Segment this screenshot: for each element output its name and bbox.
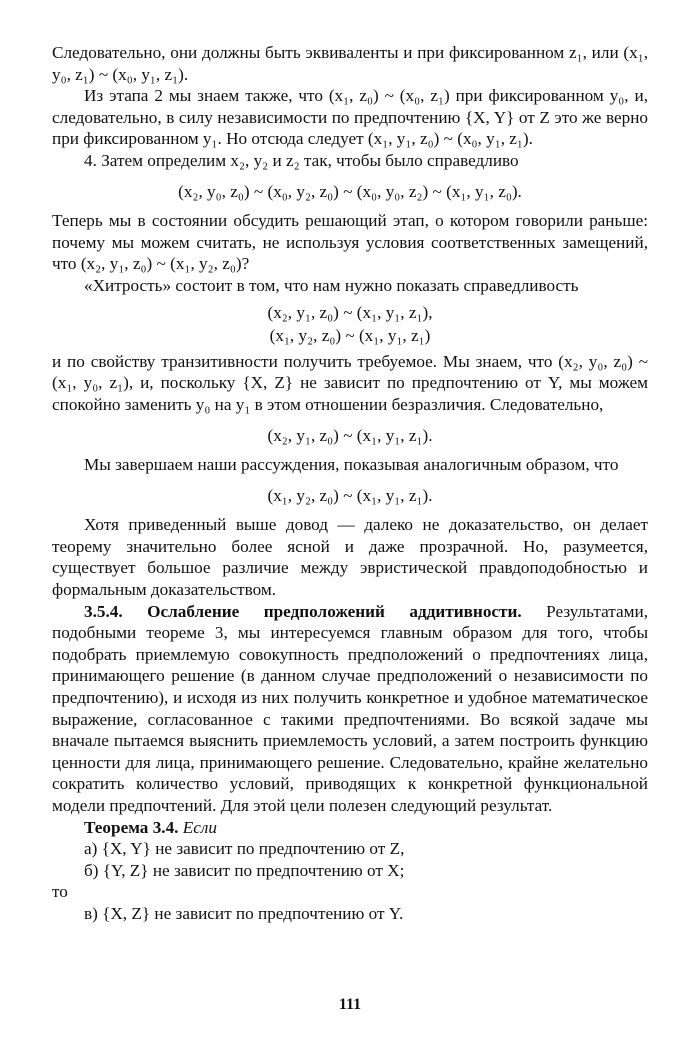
page-number: 111	[338, 996, 362, 1013]
paragraph-step-four: 4. Затем определим x₂, y₂ и z₂ так, чтобы было справедливо	[84, 150, 519, 170]
section-heading: 3.5.4. Ослабление предположений аддитивности.	[84, 601, 522, 621]
page-text	[52, 42, 648, 925]
formula-relation-a: (x₂, y₁, z₀) ~ (x₁, y₁, z₁),	[267, 302, 433, 322]
theorem-if: Если	[182, 817, 217, 837]
section-body: Результатами, подобными теореме 3, мы интересуемся главным образом для того, чтобы подобрать приемлемую совокупность предположений о предпочтениях лица, принимающего решение (в данном случае предположений о независимости по предпочтению), и исходя из них получить конкретное и удобное математическое выражение, согласованное с такими предпочтениями. Во всякой задаче мы вначале пытаемся выяснить приемлемость условий, а затем построить функцию ценности для лица, принимающего решение. Следовательно, крайне желательно сократить количество условий, приводящих к конкретной функциональной модели предпочтений. Для этой цели полезен следующий результат.	[52, 601, 648, 815]
paragraph-equivalence: Следовательно, они должны быть эквиваленты и при фиксированном z₁, или (x₁, y₀, z₁) ~ (x₀, y₁, z₁).	[52, 43, 648, 84]
formula-result: (x₂, y₁, z₀) ~ (x₁, y₁, z₁).	[267, 425, 433, 445]
formula-definition: (x₂, y₀, z₀) ~ (x₀, y₂, z₀) ~ (x₀, y₀, z₂) ~ (x₁, y₁, z₀).	[178, 181, 522, 201]
theorem-3-4	[52, 817, 648, 839]
paragraph-stage-two: Из этапа 2 мы знаем также, что (x₁, z₀) ~ (x₀, z₁) при фиксированном y₀, и, следовательно, в силу независимости по предпочтению {X, Y} от Z это же верно при фиксированном y₁. Но отсюда следует (x₁, y₁, z₀) ~ (x₀, y₁, z₁).	[52, 86, 648, 149]
theorem-condition-b: б) {Y, Z} не зависит по предпочтению от X;	[84, 860, 405, 880]
theorem-label: Теорема 3.4.	[84, 817, 179, 837]
paragraph-transitivity: и по свойству транзитивности получить требуемое. Мы знаем, что (x₂, y₀, z₀) ~ (x₁, y₀, z₁), и, поскольку {X, Z} не зависит по предпочтению от Y, мы можем спокойно заменить y₀ на y₁ в этом отношении безразличия. Следовательно,	[52, 351, 648, 414]
theorem-condition-a: а) {X, Y} не зависит по предпочтению от Z,	[84, 839, 405, 859]
theorem-then: то	[52, 882, 68, 902]
formula-analogous: (x₁, y₂, z₀) ~ (x₁, y₁, z₁).	[267, 485, 433, 505]
theorem-conclusion: в) {X, Z} не зависит по предпочтению от Y.	[84, 903, 404, 923]
paragraph-decisive-step: Теперь мы в состоянии обсудить решающий этап, о котором говорили раньше: почему мы можем считать, не используя условия соответственных замещений, что (x₂, y₁, z₀) ~ (x₁, y₂, z₀)?	[52, 211, 648, 274]
paragraph-trick: «Хитрость» состоит в том, что нам нужно показать справедливость	[84, 275, 579, 295]
formula-relation-b: (x₁, y₂, z₀) ~ (x₁, y₁, z₁)	[269, 326, 431, 346]
paragraph-finish: Мы завершаем наши рассуждения, показывая аналогичным образом, что	[84, 455, 619, 475]
section-3-5-4	[52, 601, 648, 817]
paragraph-heuristic: Хотя приведенный выше довод — далеко не доказательство, он делает теорему значительно более ясной и даже прозрачной. Но, разумеется, существует большое различие между эвристической правдоподобностью и формальным доказательством.	[52, 515, 648, 600]
